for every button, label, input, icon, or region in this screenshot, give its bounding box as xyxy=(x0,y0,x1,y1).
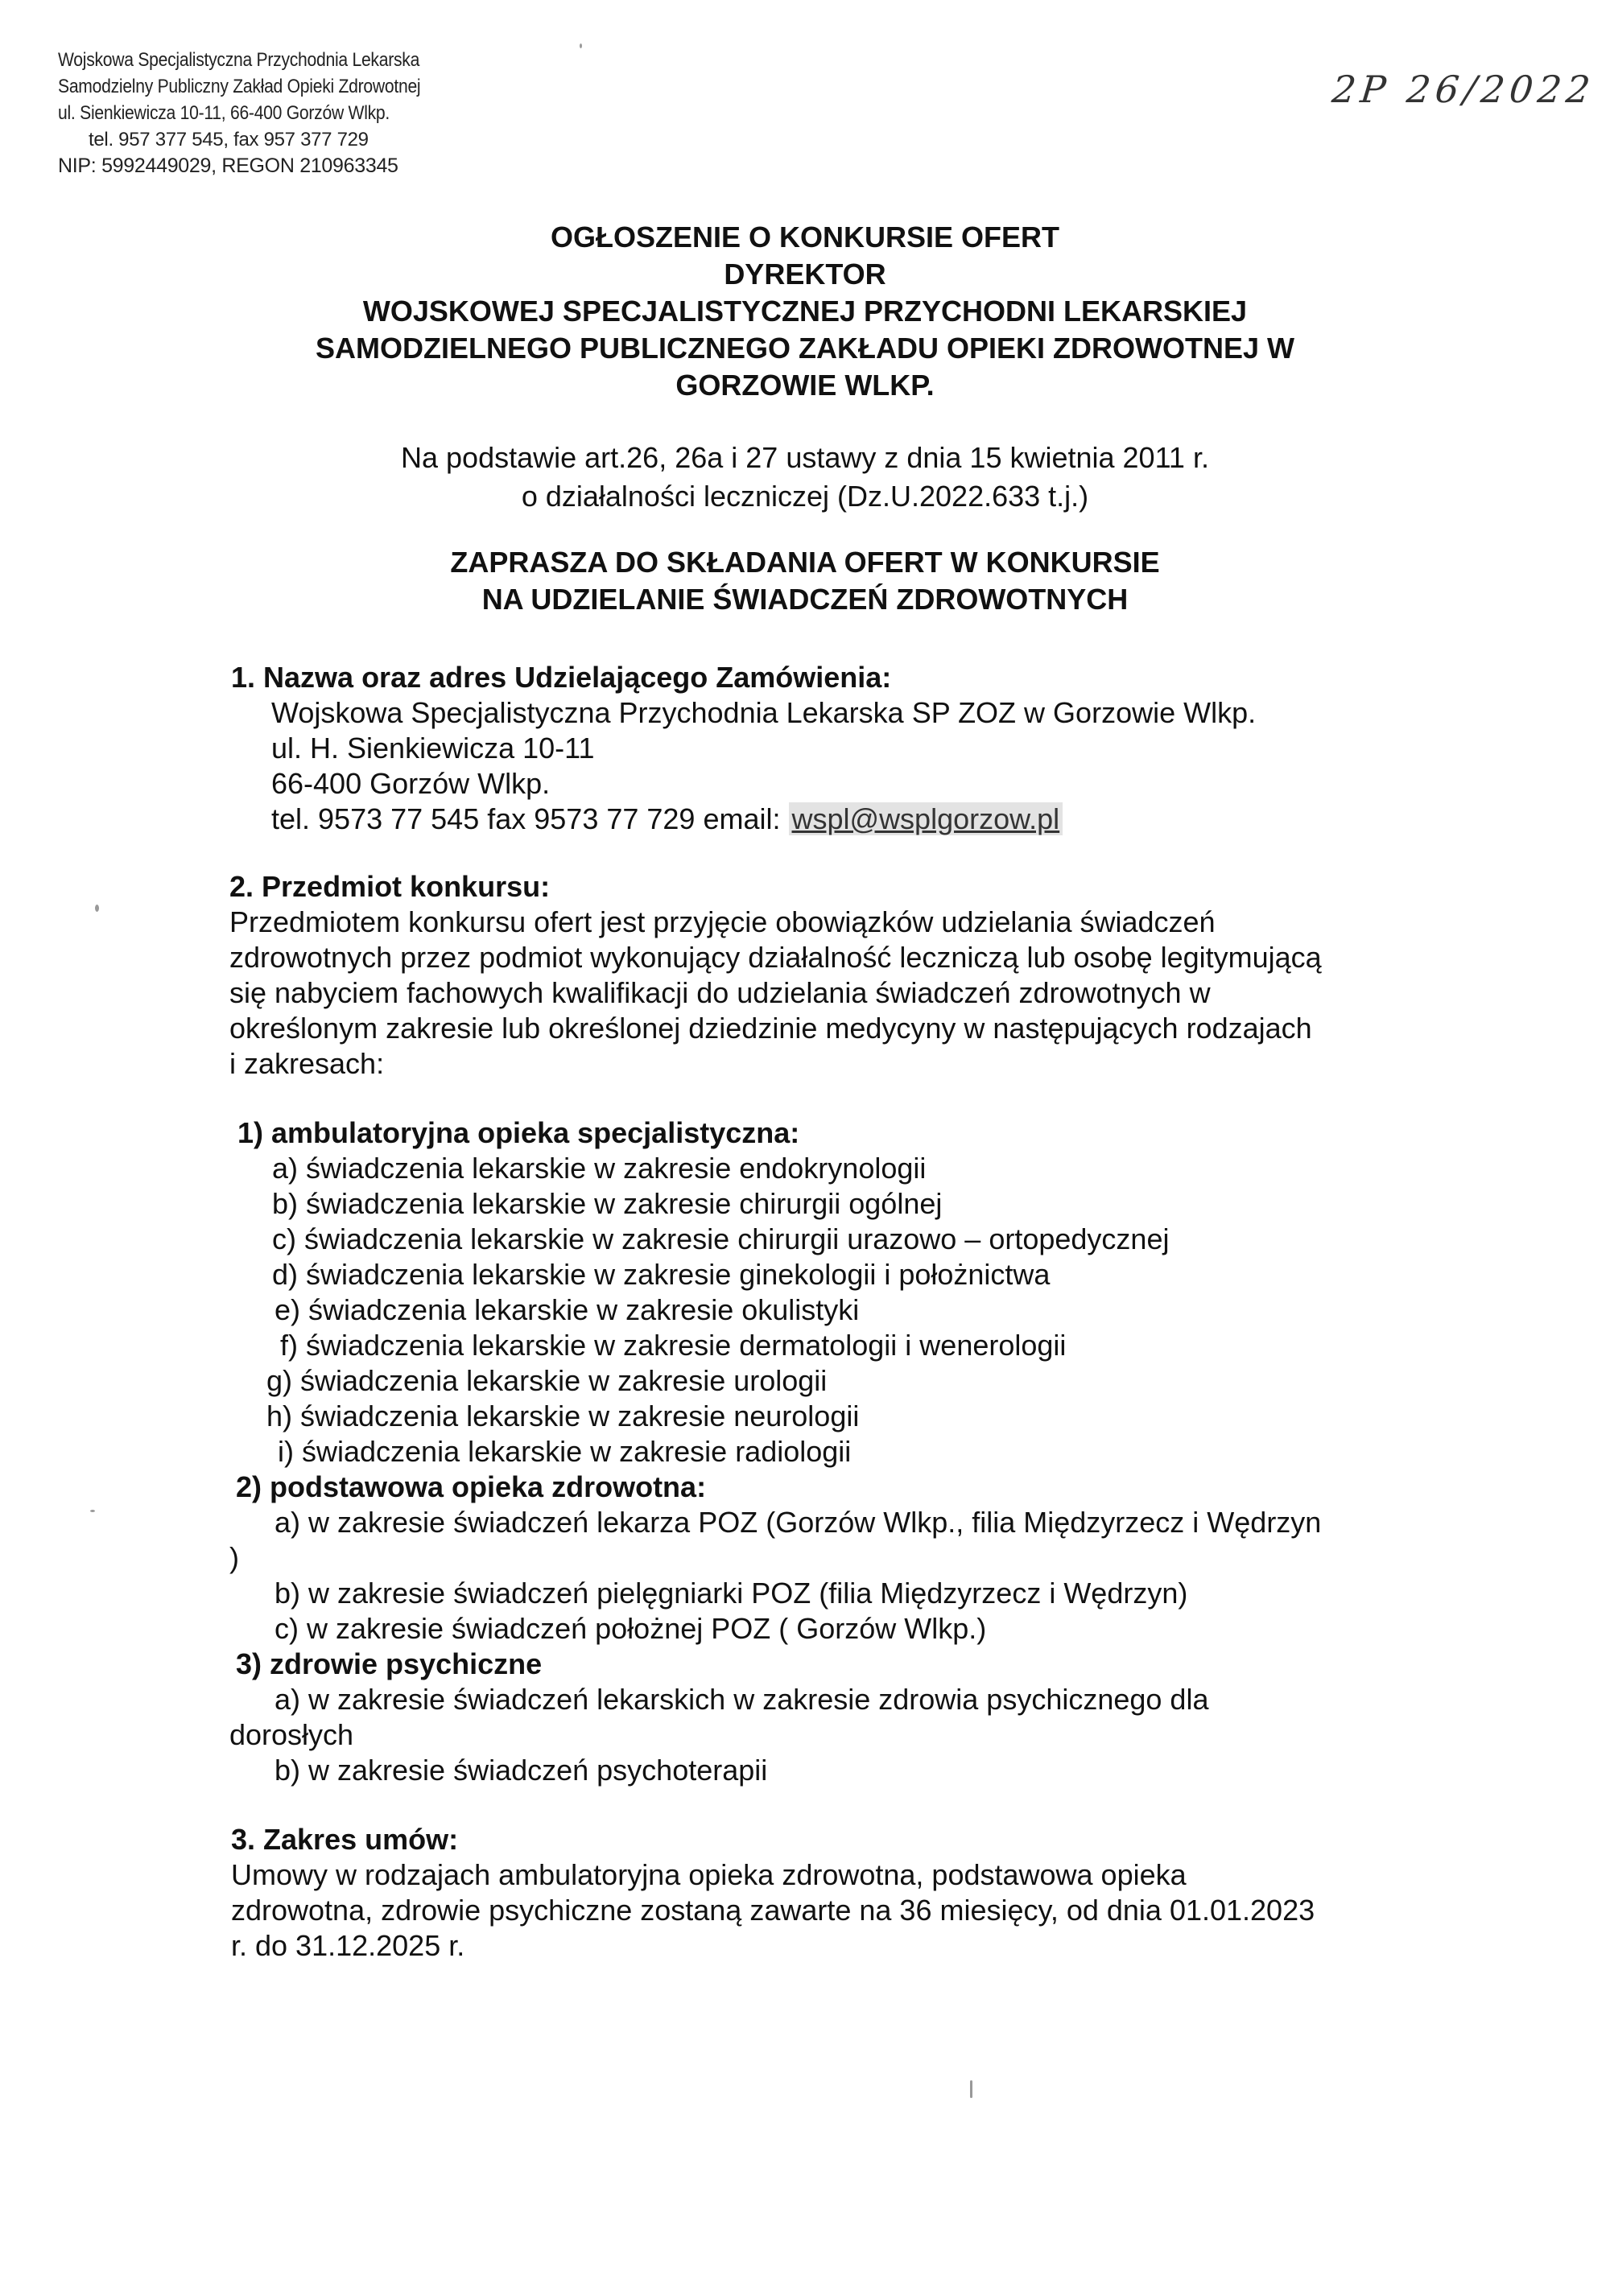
stamp-line: Wojskowa Specjalistyczna Przychodnia Lekarska xyxy=(58,49,420,71)
group-ambulatory xyxy=(229,1115,1455,1470)
email-link[interactable]: wspl@wsplgorzow.pl xyxy=(789,802,1063,835)
group-primary-care xyxy=(229,1470,1455,1647)
group-1-heading: 1) ambulatoryjna opieka specjalistyczna: xyxy=(237,1116,800,1149)
title-line: DYREKTOR xyxy=(724,258,886,291)
document-title xyxy=(0,219,1610,404)
section-2 xyxy=(229,869,1455,1788)
institution-name: Wojskowa Specjalistyczna Przychodnia Lekarska SP ZOZ w Gorzowie Wlkp. xyxy=(271,696,1257,729)
list-item: h) świadczenia lekarskie w zakresie neurologii xyxy=(266,1399,860,1432)
scan-artifact xyxy=(970,2080,972,2098)
section-3-heading: 3. Zakres umów: xyxy=(231,1823,459,1856)
institution-street: ul. H. Sienkiewicza 10-11 xyxy=(271,732,595,765)
legal-basis xyxy=(0,439,1610,516)
section-1 xyxy=(231,660,1455,837)
title-line: SAMODZIELNEGO PUBLICZNEGO ZAKŁADU OPIEKI ZDROWOTNEJ W xyxy=(316,332,1294,365)
group-3-heading: 3) zdrowie psychiczne xyxy=(236,1647,543,1680)
section-2-heading: 2. Przedmiot konkursu: xyxy=(229,870,551,903)
invitation-heading xyxy=(0,544,1610,618)
stamp-line: Samodzielny Publiczny Zakład Opieki Zdrowotnej xyxy=(58,76,421,97)
section-3-line: Umowy w rodzajach ambulatoryjna opieka zdrowotna, podstawowa opieka xyxy=(231,1858,1187,1891)
section-1-heading: 1. Nazwa oraz adres Udzielającego Zamówienia: xyxy=(231,661,892,694)
list-item: e) świadczenia lekarskie w zakresie okulistyki xyxy=(275,1293,860,1326)
list-item: d) świadczenia lekarskie w zakresie ginekologii i położnictwa xyxy=(272,1258,1051,1291)
list-item: b) świadczenia lekarskie w zakresie chirurgii ogólnej xyxy=(272,1187,943,1220)
institution-city: 66-400 Gorzów Wlkp. xyxy=(271,767,551,800)
section-3-line: zdrowotna, zdrowie psychiczne zostaną zawarte na 36 miesięcy, od dnia 01.01.2023 xyxy=(231,1894,1315,1927)
list-item-continuation: dorosłych xyxy=(229,1718,354,1751)
handwritten-reference: 2P 26/2022 xyxy=(1330,68,1597,111)
intro-line: się nabyciem fachowych kwalifikacji do udzielania świadczeń zdrowotnych w xyxy=(229,976,1211,1009)
contact-text: tel. 9573 77 545 fax 9573 77 729 email: xyxy=(271,802,781,835)
intro-line: i zakresach: xyxy=(229,1047,385,1080)
invite-line: NA UDZIELANIE ŚWIADCZEŃ ZDROWOTNYCH xyxy=(481,583,1129,616)
stamp-line: NIP: 5992449029, REGON 210963345 xyxy=(58,155,398,177)
intro-line: zdrowotnych przez podmiot wykonujący działalność leczniczą lub osobę legitymującą xyxy=(229,941,1322,974)
title-line: OGŁOSZENIE O KONKURSIE OFERT xyxy=(550,221,1060,254)
document-body xyxy=(231,660,1455,1964)
list-item: a) w zakresie świadczeń lekarza POZ (Gorzów Wlkp., filia Międzyrzecz i Wędrzyn xyxy=(275,1506,1322,1539)
list-item: f) świadczenia lekarskie w zakresie dermatologii i wenerologii xyxy=(280,1329,1067,1362)
section-3-line: r. do 31.12.2025 r. xyxy=(231,1929,465,1962)
list-item: c) świadczenia lekarskie w zakresie chirurgii urazowo – ortopedycznej xyxy=(272,1222,1170,1255)
list-item: i) świadczenia lekarskie w zakresie radiologii xyxy=(278,1435,852,1468)
list-item: b) w zakresie świadczeń psychoterapii xyxy=(275,1754,768,1787)
list-item-continuation: ) xyxy=(229,1541,239,1574)
intro-line: Przedmiotem konkursu ofert jest przyjęcie obowiązków udzielania świadczeń xyxy=(229,905,1216,938)
list-item: a) w zakresie świadczeń lekarskich w zakresie zdrowia psychicznego dla xyxy=(275,1683,1209,1716)
institution-stamp xyxy=(58,47,573,179)
list-item: b) w zakresie świadczeń pielęgniarki POZ (filia Międzyrzecz i Wędrzyn) xyxy=(275,1577,1188,1610)
section-3 xyxy=(231,1822,1455,1964)
scan-artifact xyxy=(580,43,582,48)
list-item: c) w zakresie świadczeń położnej POZ ( Gorzów Wlkp.) xyxy=(275,1612,987,1645)
institution-contact xyxy=(231,802,1455,837)
scan-artifact xyxy=(90,1510,95,1512)
group-mental-health xyxy=(229,1647,1455,1788)
stamp-line: tel. 957 377 545, fax 957 377 729 xyxy=(89,129,369,150)
stamp-line: ul. Sienkiewicza 10-11, 66-400 Gorzów Wlkp. xyxy=(58,102,390,124)
section-2-intro xyxy=(229,905,1455,1082)
basis-line: o działalności leczniczej (Dz.U.2022.633 t.j.) xyxy=(521,480,1089,513)
list-item: g) świadczenia lekarskie w zakresie urologii xyxy=(266,1364,828,1397)
scan-artifact xyxy=(95,905,99,912)
basis-line: Na podstawie art.26, 26a i 27 ustawy z dnia 15 kwietnia 2011 r. xyxy=(401,441,1209,474)
title-line: GORZOWIE WLKP. xyxy=(675,369,935,402)
group-2-heading: 2) podstawowa opieka zdrowotna: xyxy=(236,1470,707,1503)
invite-line: ZAPRASZA DO SKŁADANIA OFERT W KONKURSIE xyxy=(450,546,1160,579)
list-item: a) świadczenia lekarskie w zakresie endokrynologii xyxy=(272,1152,927,1185)
title-line: WOJSKOWEJ SPECJALISTYCZNEJ PRZYCHODNI LEKARSKIEJ xyxy=(362,295,1248,328)
intro-line: określonym zakresie lub określonej dziedzinie medycyny w następujących rodzajach xyxy=(229,1012,1312,1045)
